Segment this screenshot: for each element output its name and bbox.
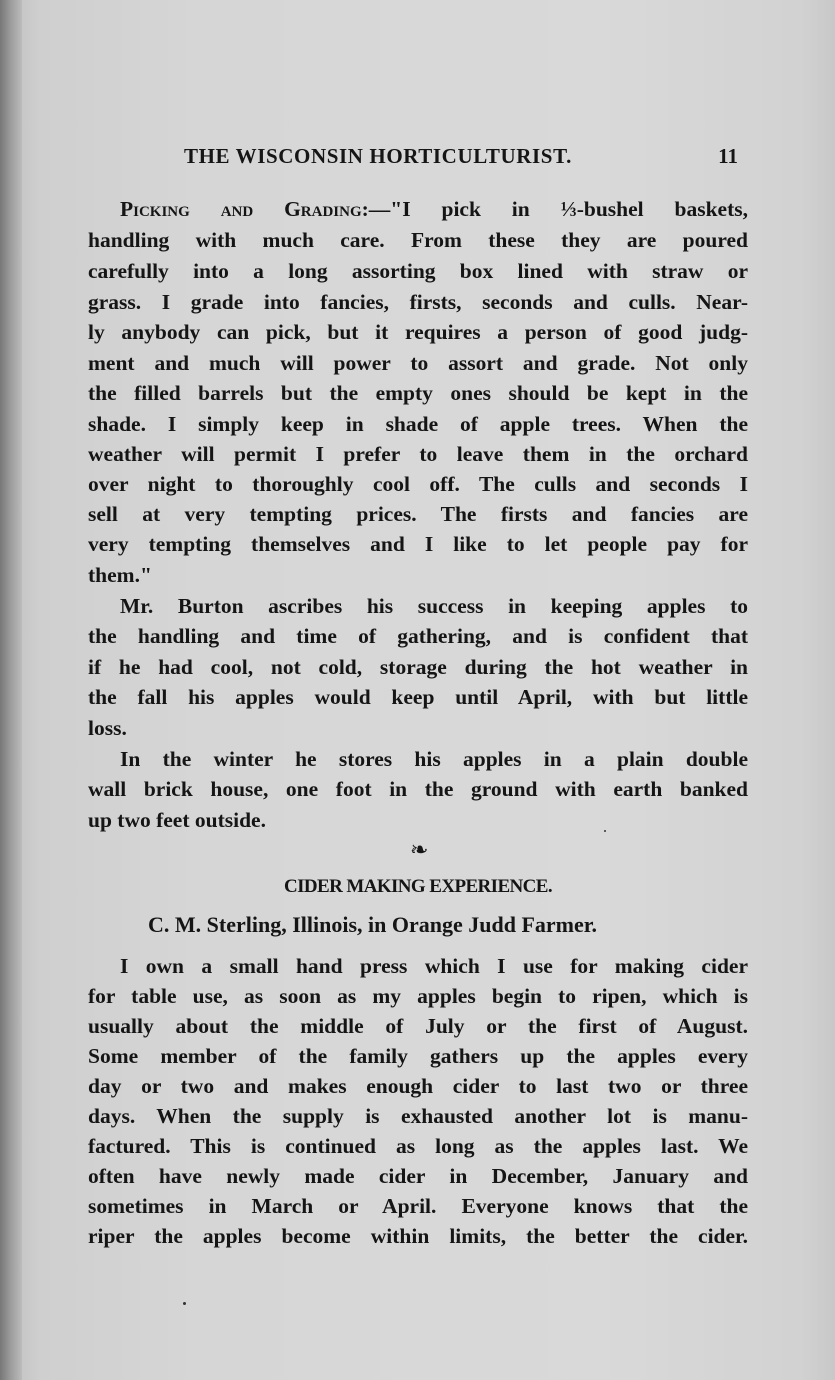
ornament-icon: ❧ xyxy=(410,838,429,863)
paragraph-line: very tempting themselves and I like to let people pay for xyxy=(88,532,748,556)
paragraph-line: weather will permit I prefer to leave them in the orchard xyxy=(88,442,748,466)
paragraph-line: them." xyxy=(88,563,152,587)
paragraph-line xyxy=(120,195,748,223)
paragraph-line: factured. This is continued as long as the apples last. We xyxy=(88,1134,748,1158)
paragraph-line: often have newly made cider in December, January and xyxy=(88,1164,748,1188)
page-number: 11 xyxy=(718,144,738,168)
paragraph-line: In the winter he stores his apples in a plain double xyxy=(120,747,748,771)
paragraph-line: the filled barrels but the empty ones should be kept in the xyxy=(88,381,748,405)
running-title: THE WISCONSIN HORTICULTURIST. xyxy=(184,144,572,168)
paragraph-line: up two feet outside. xyxy=(88,808,266,832)
paragraph-line: sometimes in March or April. Everyone knows that the xyxy=(88,1194,748,1218)
paragraph-line: Mr. Burton ascribes his success in keeping apples to xyxy=(120,594,748,618)
running-head xyxy=(88,144,748,172)
attribution: C. M. Sterling, Illinois, in Orange Judd Farmer. xyxy=(148,912,597,937)
paragraph-line: over night to thoroughly cool off. The culls and seconds I xyxy=(88,472,748,496)
paragraph-line: handling with much care. From these they are poured xyxy=(88,228,748,252)
lead-in: Picking and Grading: xyxy=(120,197,369,221)
paragraph-line: I own a small hand press which I use for making cider xyxy=(120,954,748,978)
paragraph-line: usually about the middle of July or the first of August. xyxy=(88,1014,748,1038)
paragraph-line: ment and much will power to assort and grade. Not only xyxy=(88,351,748,375)
paragraph-line: if he had cool, not cold, storage during the hot weather in xyxy=(88,655,748,679)
paragraph-line: riper the apples become within limits, the better the cider. xyxy=(88,1224,748,1248)
paragraph-line: day or two and makes enough cider to last two or three xyxy=(88,1074,748,1098)
section-heading: CIDER MAKING EXPERIENCE. xyxy=(284,876,552,897)
paragraph-line: days. When the supply is exhausted another lot is manu- xyxy=(88,1104,748,1128)
paragraph-text: —"I pick in ⅓-bushel baskets, xyxy=(368,197,748,221)
print-speck xyxy=(604,830,606,832)
paragraph-line: loss. xyxy=(88,716,127,740)
paragraph-line: for table use, as soon as my apples begin to ripen, which is xyxy=(88,984,748,1008)
paragraph-line: sell at very tempting prices. The firsts and fancies are xyxy=(88,502,748,526)
paragraph-line: the handling and time of gathering, and is confident that xyxy=(88,624,748,648)
paragraph-line: ly anybody can pick, but it requires a person of good judg- xyxy=(88,320,748,344)
paragraph-line: carefully into a long assorting box lined with straw or xyxy=(88,259,748,283)
paragraph-line: the fall his apples would keep until April, with but little xyxy=(88,685,748,709)
paragraph-line: wall brick house, one foot in the ground with earth banked xyxy=(88,777,748,801)
paragraph-line: grass. I grade into fancies, firsts, seconds and culls. Near- xyxy=(88,290,748,314)
paragraph-line: Some member of the family gathers up the apples every xyxy=(88,1044,748,1068)
paragraph-line: shade. I simply keep in shade of apple trees. When the xyxy=(88,412,748,436)
print-speck xyxy=(183,1302,186,1305)
